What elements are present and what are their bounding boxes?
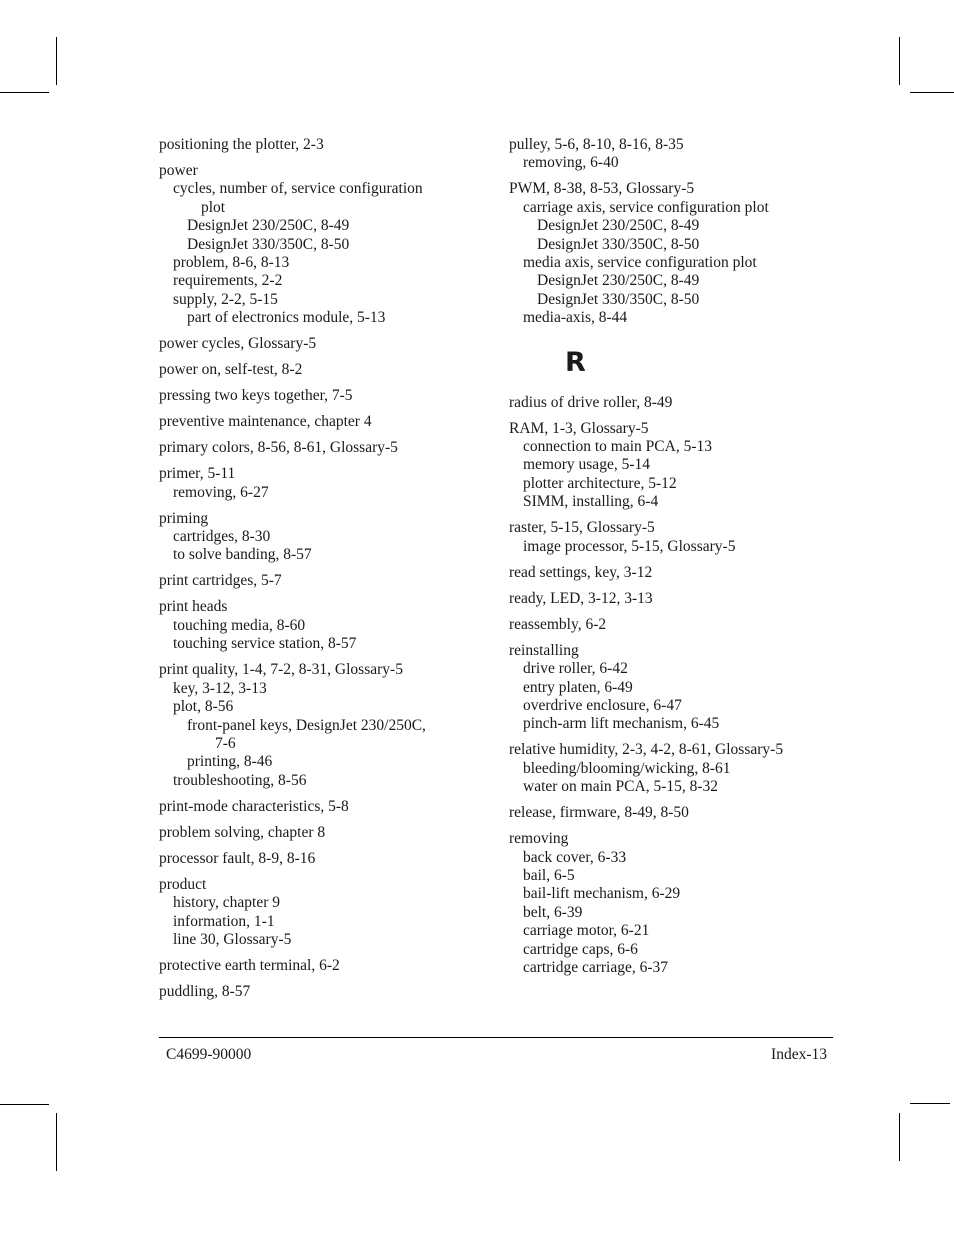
crop-mark (56, 37, 57, 85)
index-entry: print cartridges, 5-7 (159, 572, 282, 590)
index-entry: primary colors, 8-56, 8-61, Glossary-5 (159, 439, 398, 457)
index-subentry: media axis, service configuration plot (523, 254, 757, 272)
index-subentry: cycles, number of, service configuration (173, 180, 423, 198)
index-entry: power (159, 162, 198, 179)
index-subentry: pinch-arm lift mechanism, 6-45 (523, 715, 720, 733)
index-subentry: DesignJet 230/250C, 8-49 (537, 272, 700, 290)
index-subentry: removing, 6-40 (523, 154, 619, 172)
index-subentry: printing, 8-46 (187, 753, 273, 771)
index-entry: reassembly, 6-2 (509, 615, 607, 633)
index-subentry: bleeding/blooming/wicking, 8-61 (523, 759, 731, 777)
document-number: C4699-90000 (166, 1046, 252, 1063)
index-subentry: bail, 6-5 (523, 866, 575, 884)
crop-mark (0, 1104, 49, 1105)
index-entry-list (159, 136, 479, 1001)
index-entry: relative humidity, 2-3, 4-2, 8-61, Glossary-5 (509, 741, 784, 759)
index-subentry: DesignJet 230/250C, 8-49 (537, 217, 700, 235)
index-subentry: water on main PCA, 5-15, 8-32 (523, 778, 719, 796)
index-subentry: carriage motor, 6-21 (523, 922, 650, 940)
crop-mark (910, 92, 954, 93)
index-subentry: DesignJet 330/350C, 8-50 (537, 290, 700, 308)
index-subentry: cartridge caps, 6-6 (523, 940, 638, 958)
index-entry: print-mode characteristics, 5-8 (159, 797, 349, 815)
index-subentry: cartridge carriage, 6-37 (523, 958, 669, 976)
index-entry: pulley, 5-6, 8-10, 8-16, 8-35 (509, 136, 684, 153)
index-subentry: bail-lift mechanism, 6-29 (523, 885, 681, 903)
footer-divider (159, 1037, 833, 1038)
index-entry: pressing two keys together, 7-5 (159, 387, 353, 405)
index-subentry: drive roller, 6-42 (523, 660, 628, 678)
index-entry: puddling, 8-57 (159, 982, 251, 1000)
index-subentry: troubleshooting, 8-56 (173, 771, 307, 789)
index-entry: removing (509, 830, 569, 848)
index-entry: PWM, 8-38, 8-53, Glossary-5 (509, 180, 695, 198)
index-subentry: plot (201, 198, 226, 216)
crop-mark (910, 1103, 950, 1104)
index-subentry: plot, 8-56 (173, 698, 234, 716)
index-entry-list (509, 136, 839, 328)
index-subentry: removing, 6-27 (173, 483, 269, 501)
index-subentry: key, 3-12, 3-13 (173, 679, 267, 697)
index-subentry: DesignJet 330/350C, 8-50 (187, 235, 350, 253)
index-entry: reinstalling (509, 641, 579, 659)
crop-mark (56, 1113, 57, 1171)
index-subentry: cartridges, 8-30 (173, 528, 271, 546)
index-subentry: carriage axis, service configuration plot (523, 198, 769, 216)
index-subentry: image processor, 5-15, Glossary-5 (523, 537, 736, 555)
index-entry: power cycles, Glossary-5 (159, 335, 317, 353)
index-subentry: information, 1-1 (173, 912, 275, 930)
index-subentry: front-panel keys, DesignJet 230/250C, (187, 716, 426, 734)
index-entry: processor fault, 8-9, 8-16 (159, 849, 316, 867)
index-entry: primer, 5-11 (159, 465, 236, 483)
index-subentry: to solve banding, 8-57 (173, 546, 312, 564)
index-subentry: line 30, Glossary-5 (173, 930, 292, 948)
index-entry: raster, 5-15, Glossary-5 (509, 519, 655, 537)
index-entry: protective earth terminal, 6-2 (159, 956, 340, 974)
index-subentry: overdrive enclosure, 6-47 (523, 696, 682, 714)
index-entry: priming (159, 509, 209, 527)
index-entry: print heads (159, 598, 228, 616)
index-subentry: DesignJet 230/250C, 8-49 (187, 217, 350, 235)
index-entry: power on, self-test, 8-2 (159, 361, 303, 379)
index-entry: positioning the plotter, 2-3 (159, 136, 324, 153)
index-column-right (509, 136, 839, 977)
index-subentry: memory usage, 5-14 (523, 456, 650, 474)
index-column-left (159, 136, 479, 1001)
index-entry: print quality, 1-4, 7-2, 8-31, Glossary-5 (159, 661, 403, 679)
index-subentry: belt, 6-39 (523, 903, 583, 921)
index-entry: problem solving, chapter 8 (159, 823, 326, 841)
index-entry: product (159, 875, 207, 893)
index-subentry: history, chapter 9 (173, 894, 281, 912)
index-subentry: touching media, 8-60 (173, 616, 306, 634)
index-subentry: media-axis, 8-44 (523, 309, 628, 327)
index-subentry: requirements, 2-2 (173, 272, 283, 290)
section-letter-heading: R (565, 346, 586, 378)
crop-mark (0, 92, 49, 93)
crop-mark (899, 1113, 900, 1161)
index-entry: preventive maintenance, chapter 4 (159, 413, 372, 431)
index-subentry: plotter architecture, 5-12 (523, 474, 677, 492)
index-subentry: part of electronics module, 5-13 (187, 309, 386, 327)
index-subentry: touching service station, 8-57 (173, 635, 357, 653)
index-entry: RAM, 1-3, Glossary-5 (509, 419, 649, 437)
index-entry: read settings, key, 3-12 (509, 563, 653, 581)
page-number: Index-13 (771, 1046, 827, 1063)
index-subentry: entry platen, 6-49 (523, 678, 633, 696)
index-subentry: 7-6 (215, 734, 236, 752)
index-subentry: connection to main PCA, 5-13 (523, 438, 712, 456)
index-entry-list (509, 394, 839, 978)
index-entry: release, firmware, 8-49, 8-50 (509, 804, 689, 822)
index-subentry: DesignJet 330/350C, 8-50 (537, 235, 700, 253)
index-subentry: back cover, 6-33 (523, 848, 627, 866)
index-subentry: supply, 2-2, 5-15 (173, 290, 278, 308)
index-entry: ready, LED, 3-12, 3-13 (509, 589, 653, 607)
index-subentry: SIMM, installing, 6-4 (523, 493, 659, 511)
crop-mark (899, 37, 900, 85)
index-entry: radius of drive roller, 8-49 (509, 393, 673, 411)
index-subentry: problem, 8-6, 8-13 (173, 254, 290, 272)
